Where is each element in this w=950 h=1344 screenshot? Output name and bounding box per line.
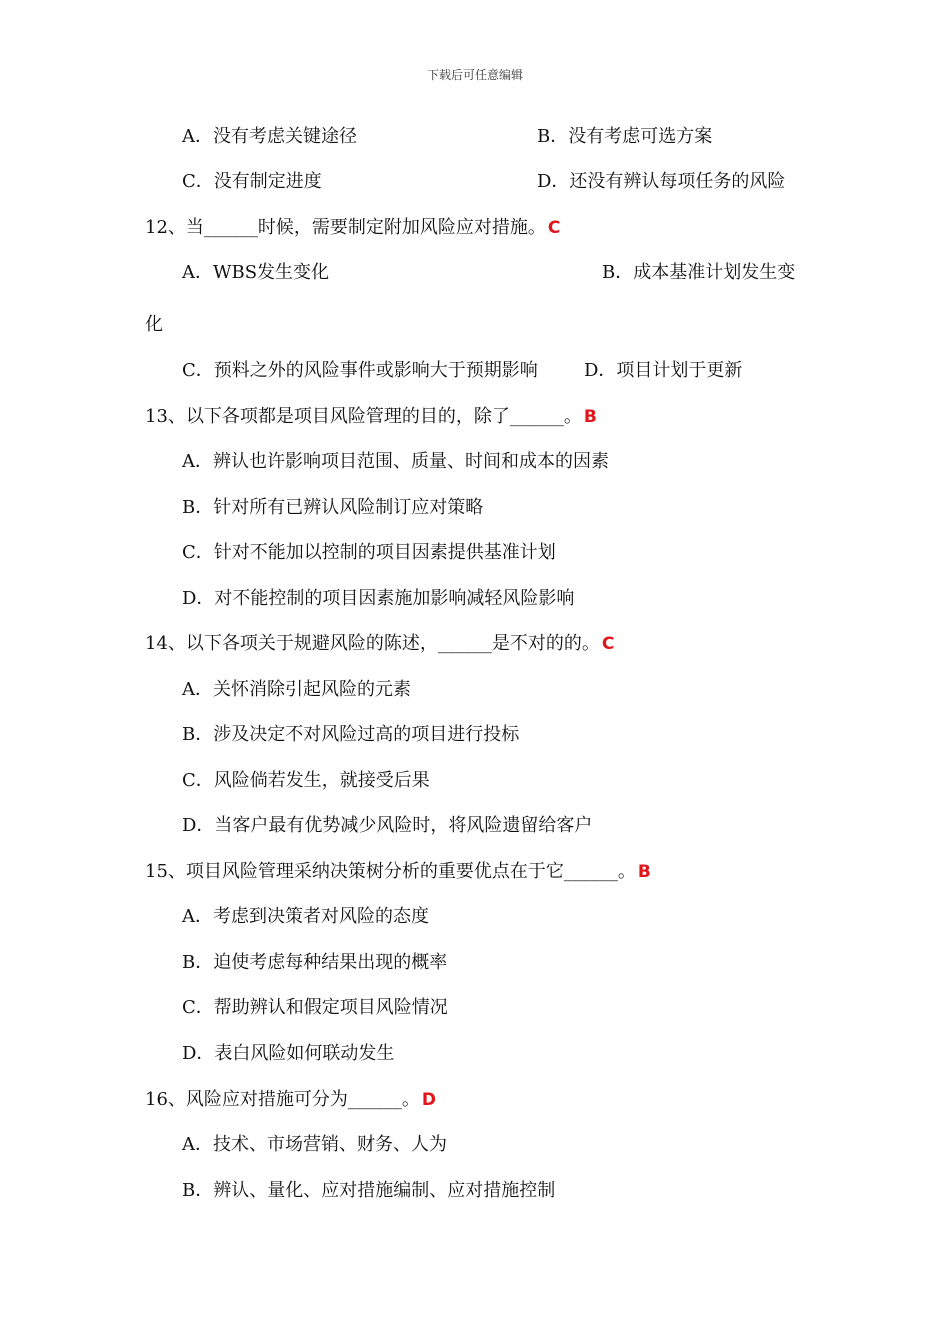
q14-option-d: D．当客户最有优势减少风险时，将风险遗留给客户 bbox=[182, 815, 593, 836]
question-13 bbox=[145, 405, 597, 429]
question-15-answer: B bbox=[637, 862, 651, 882]
q13-option-a: A．辨认也许影响项目范围、质量、时间和成本的因素 bbox=[182, 451, 609, 472]
q13-option-d: D．对不能控制的项目因素施加影响减轻风险影响 bbox=[182, 588, 575, 609]
question-16-answer: D bbox=[421, 1090, 437, 1110]
q15-option-a: A．考虑到决策者对风险的态度 bbox=[182, 906, 429, 927]
question-14-answer: C bbox=[601, 634, 615, 654]
q15-option-b: B．迫使考虑每种结果出现的概率 bbox=[182, 952, 448, 973]
q12-option-d: D．项目计划于更新 bbox=[584, 360, 743, 381]
q12-option-a: A．WBS发生变化 bbox=[182, 262, 330, 283]
q12-option-b-wrap: 化 bbox=[145, 314, 163, 335]
q11-option-a: A．没有考虑关键途径 bbox=[182, 126, 357, 147]
q11-option-b: B．没有考虑可选方案 bbox=[537, 126, 713, 147]
question-16-text: 16、风险应对措施可分为______。 bbox=[145, 1089, 420, 1110]
q14-option-b: B．涉及决定不对风险过高的项目进行投标 bbox=[182, 724, 520, 745]
question-12 bbox=[145, 216, 560, 240]
q13-option-c: C．针对不能加以控制的项目因素提供基准计划 bbox=[182, 542, 556, 563]
q13-option-b: B．针对所有已辨认风险制订应对策略 bbox=[182, 497, 484, 518]
q12-option-b: B．成本基准计划发生变 bbox=[602, 262, 796, 283]
q11-option-d: D．还没有辨认每项任务的风险 bbox=[537, 171, 786, 192]
q16-option-b: B．辨认、量化、应对措施编制、应对措施控制 bbox=[182, 1180, 556, 1201]
q15-option-d: D．表白风险如何联动发生 bbox=[182, 1043, 395, 1064]
question-12-answer: C bbox=[547, 218, 561, 238]
q11-option-c: C．没有制定进度 bbox=[182, 171, 322, 192]
q12-option-c: C．预料之外的风险事件或影响大于预期影响 bbox=[182, 360, 538, 381]
question-15 bbox=[145, 860, 651, 884]
q15-option-c: C．帮助辨认和假定项目风险情况 bbox=[182, 997, 448, 1018]
question-12-text: 12、当______时候，需要制定附加风险应对措施。 bbox=[145, 217, 546, 238]
question-14 bbox=[145, 632, 614, 656]
question-15-text: 15、项目风险管理采纳决策树分析的重要优点在于它______。 bbox=[145, 861, 636, 882]
q16-option-a: A．技术、市场营销、财务、人为 bbox=[182, 1134, 447, 1155]
question-13-text: 13、以下各项都是项目风险管理的目的，除了______。 bbox=[145, 406, 582, 427]
question-14-text: 14、以下各项关于规避风险的陈述，______是不对的的。 bbox=[145, 633, 600, 654]
question-13-answer: B bbox=[583, 407, 597, 427]
page-header: 下载后可任意编辑 bbox=[426, 68, 523, 82]
q14-option-c: C．风险倘若发生，就接受后果 bbox=[182, 770, 430, 791]
question-16 bbox=[145, 1088, 436, 1112]
q14-option-a: A．关怀消除引起风险的元素 bbox=[182, 679, 411, 700]
